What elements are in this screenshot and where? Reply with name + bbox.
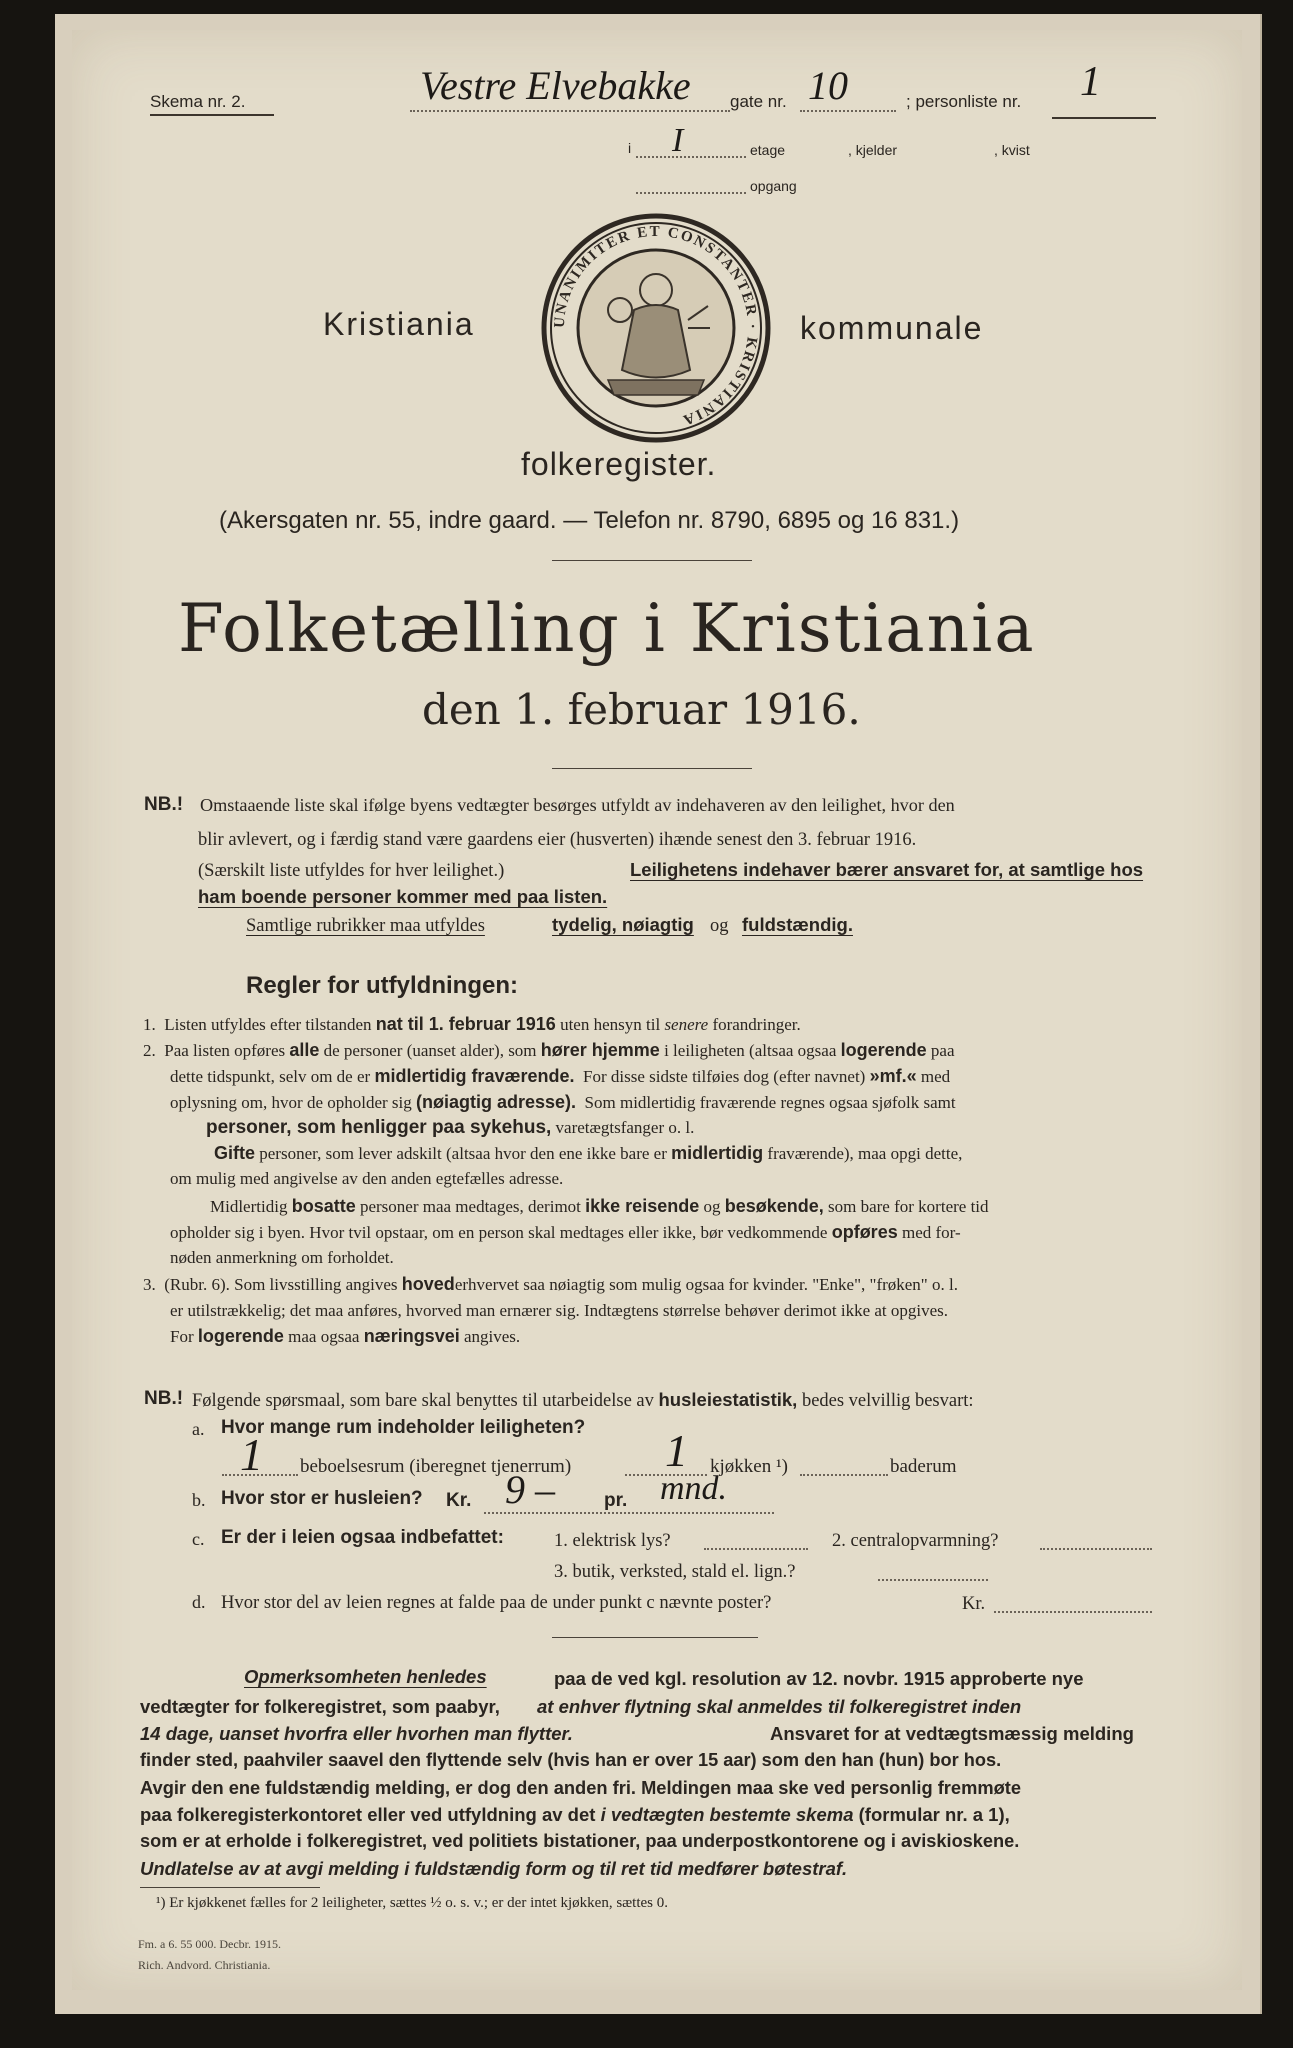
skema-label: Skema nr. 2. bbox=[150, 92, 246, 111]
personliste-no-handwritten: 1 bbox=[1080, 59, 1101, 105]
q-b-period-handwritten: mnd. bbox=[660, 1470, 728, 1507]
q-a-label: a. bbox=[192, 1419, 205, 1439]
nb2-intro: Følgende spørsmaal, som bare skal benyttes til utarbeidelse av husleiestatistik, bedes velvillig besvart: bbox=[192, 1389, 974, 1411]
notice-l4: finder sted, paahviler saavel den flyttende selv (hvis han er over 15 aar) som den han (hun) bor hos. bbox=[140, 1750, 1002, 1770]
q-a-rooms-handwritten: 1 bbox=[240, 1429, 263, 1480]
personliste-field bbox=[1052, 117, 1156, 119]
rule-2-line1: 2. Paa listen opføres alle de personer (uanset alder), som hører hjemme i leiligheten (altsaa ogsaa logerende paa bbox=[143, 1040, 955, 1060]
q-b-amount-handwritten: 9 – bbox=[505, 1467, 555, 1512]
q-c1: 1. elektrisk lys? bbox=[554, 1531, 671, 1551]
street-handwritten: Vestre Elvebakke bbox=[420, 63, 691, 108]
q-d-label: d. bbox=[192, 1592, 206, 1612]
divider-1 bbox=[552, 560, 752, 561]
q-a-rooms-field bbox=[222, 1474, 298, 1476]
i-label: i bbox=[628, 140, 632, 156]
rule-2-line7: Midlertidig bosatte personer maa medtages, derimot ikke reisende og besøkende, som bare for kortere tid bbox=[210, 1196, 989, 1216]
nb1-line5c: og bbox=[710, 916, 729, 936]
etage-label: etage bbox=[750, 142, 786, 158]
nb1-line2: blir avlevert, og i færdig stand være gaardens eier (husverten) ihænde senest den 3. februar 1916. bbox=[198, 830, 917, 850]
notice-l5: Avgir den ene fuldstændig melding, er dog den anden fri. Meldingen maa ske ved personlig fremmøte bbox=[140, 1777, 1022, 1798]
nb1-line1: Omstaaende liste skal ifølge byens vedtægter besørges utfyldt av indehaveren av den leilighet, hvor den bbox=[200, 795, 955, 815]
q-c-label: c. bbox=[192, 1529, 205, 1549]
rule-2-line2: dette tidspunkt, selv om de er midlertidig fraværende. For disse sidste tilføies dog (efter navnet) »mf.« med bbox=[170, 1066, 951, 1086]
seal-text: UNANIMITER ET CONSTANTER · KRISTIANIA bbox=[551, 223, 761, 429]
q-a-rooms-label: beboelsesrum (iberegnet tjenerrum) bbox=[300, 1456, 572, 1477]
rule-3-line1: 3. (Rubr. 6). Som livsstilling angives hovederhvervet saa nøiagtig som mulig ogsaa for kvinder. "Enke", "frøken" o. l. bbox=[143, 1274, 958, 1294]
nb1-line3b: Leilighetens indehaver bærer ansvaret for, at samtlige hos bbox=[630, 859, 1144, 880]
nb1-line5d: fuldstændig. bbox=[742, 914, 853, 935]
nb1-line4: ham boende personer kommer med paa listen. bbox=[198, 886, 608, 907]
q-c2-field bbox=[1040, 1548, 1152, 1550]
gate-no-handwritten: 10 bbox=[808, 63, 848, 108]
footnote-divider bbox=[140, 1887, 320, 1888]
etage-field bbox=[636, 156, 746, 158]
kristiania-seal bbox=[538, 210, 774, 446]
kjelder-label: , kjelder bbox=[848, 142, 898, 158]
kvist-label: , kvist bbox=[994, 142, 1030, 158]
rule-1: 1. Listen utfyldes efter tilstanden nat til 1. februar 1916 uten hensyn til senere forandringer. bbox=[143, 1014, 801, 1034]
nb1-line5a: Samtlige rubrikker maa utfyldes bbox=[246, 916, 485, 936]
notice-l3b: Ansvaret for at vedtægtsmæssig melding bbox=[770, 1723, 1134, 1744]
opgang-field bbox=[636, 192, 746, 194]
rule-3-line3: For logerende maa ogsaa næringsvei angives. bbox=[170, 1326, 521, 1346]
q-d-kr: Kr. bbox=[962, 1594, 986, 1614]
office-right: kommunale bbox=[800, 310, 984, 346]
rule-2-line3: oplysning om, hvor de opholder sig (nøiagtig adresse). Som midlertidig fraværende regnes ogsaa sjøfolk samt bbox=[170, 1092, 956, 1112]
notice-l1a: Opmerksomheten henledes bbox=[244, 1666, 487, 1687]
rule-2-line9: nøden anmerkning om forholdet. bbox=[170, 1248, 394, 1267]
nb1-line3a: (Særskilt liste utfyldes for hver leilighet.) bbox=[198, 861, 505, 881]
q-a-bath-label: baderum bbox=[890, 1456, 957, 1477]
nb1-label: NB.! bbox=[144, 794, 184, 815]
nb2-label: NB.! bbox=[144, 1388, 184, 1409]
q-c3-field bbox=[878, 1579, 988, 1581]
q-d-field bbox=[994, 1611, 1152, 1613]
sub-title: den 1. februar 1916. bbox=[422, 685, 861, 734]
q-c2: 2. centralopvarmning? bbox=[832, 1531, 999, 1551]
rules-heading: Regler for utfyldningen: bbox=[246, 972, 518, 999]
office-left: Kristiania bbox=[323, 306, 475, 342]
office-name: folkeregister. bbox=[521, 446, 717, 482]
rule-2-line4: personer, som henligger paa sykehus, varetægtsfanger o. l. bbox=[206, 1117, 695, 1138]
divider-3 bbox=[552, 1637, 758, 1638]
notice-l8: Undlatelse av at avgi melding i fuldstændig form og til ret tid medfører bøtestraf. bbox=[140, 1858, 848, 1879]
skema-underline bbox=[150, 114, 274, 116]
divider-2 bbox=[552, 768, 752, 769]
q-d-question: Hvor stor del av leien regnes at falde paa de under punkt c nævnte poster? bbox=[221, 1592, 772, 1613]
imprint-line1: Fm. a 6. 55 000. Decbr. 1915. bbox=[138, 1937, 281, 1951]
notice-l6: paa folkeregisterkontoret eller ved utfyldning av det i vedtægten bestemte skema (formular nr. a 1), bbox=[140, 1804, 1010, 1825]
q-a-question: Hvor mange rum indeholder leiligheten? bbox=[221, 1417, 586, 1438]
q-b-field bbox=[484, 1512, 774, 1514]
gate-no-field bbox=[800, 110, 896, 112]
gate-label: gate nr. bbox=[730, 92, 787, 111]
rule-2-line6: om mulig med angivelse av den anden egtefælles adresse. bbox=[170, 1169, 564, 1188]
street-field bbox=[410, 110, 730, 112]
etage-handwritten: I bbox=[672, 122, 684, 159]
q-b-question: Hvor stor er husleien? bbox=[221, 1488, 423, 1509]
notice-l3a: 14 dage, uanset hvorfra eller hvorhen man flytter. bbox=[140, 1723, 573, 1744]
q-a-bath-field bbox=[800, 1474, 888, 1476]
q-b-kr: Kr. bbox=[446, 1490, 472, 1511]
q-c1-field bbox=[704, 1548, 808, 1550]
rule-2-line5: Gifte personer, som lever adskilt (altsaa hvor den ene ikke bare er midlertidig fraværende), maa opgi dette, bbox=[214, 1143, 963, 1163]
q-a-kitchen-handwritten: 1 bbox=[665, 1425, 688, 1476]
q-c3: 3. butik, verksted, stald el. lign.? bbox=[554, 1562, 796, 1582]
imprint-line2: Rich. Andvord. Christiania. bbox=[138, 1958, 271, 1972]
notice-l2a: vedtægter for folkeregistret, som paabyr, bbox=[140, 1696, 500, 1717]
opgang-label: opgang bbox=[750, 178, 797, 194]
notice-l1b: paa de ved kgl. resolution av 12. novbr. 1915 approberte nye bbox=[554, 1668, 1084, 1689]
q-b-pr: pr. bbox=[604, 1490, 628, 1511]
q-b-label: b. bbox=[192, 1490, 206, 1510]
footnote: ¹) Er kjøkkenet fælles for 2 leiligheter, sættes ½ o. s. v.; er der intet kjøkken, sættes 0. bbox=[156, 1895, 668, 1911]
notice-l2b: at enhver flytning skal anmeldes til folkeregistret inden bbox=[537, 1696, 1022, 1717]
office-address: (Akersgaten nr. 55, indre gaard. — Telefon nr. 8790, 6895 og 16 831.) bbox=[219, 507, 960, 534]
rule-2-line8: opholder sig i byen. Hvor tvil opstaar, om en person skal medtages eller ikke, bør vedkommende opføres med for- bbox=[170, 1222, 961, 1242]
q-c-question: Er der i leien ogsaa indbefattet: bbox=[221, 1527, 504, 1548]
personliste-label: ; personliste nr. bbox=[906, 92, 1022, 111]
q-a-kitchen-label: kjøkken ¹) bbox=[710, 1456, 788, 1477]
main-title: Folketælling i Kristiania bbox=[178, 590, 1036, 667]
rule-3-line2: er utilstrækkelig; det maa anføres, hvorved man ernærer sig. Indtægtens størrelse behøver derimot ikke at opgives. bbox=[170, 1301, 949, 1320]
nb1-line5b: tydelig, nøiagtig bbox=[552, 914, 694, 935]
notice-l7: som er at erholde i folkeregistret, ved politiets bistationer, paa underpostkontorene og i aviskioskene. bbox=[140, 1831, 1020, 1851]
